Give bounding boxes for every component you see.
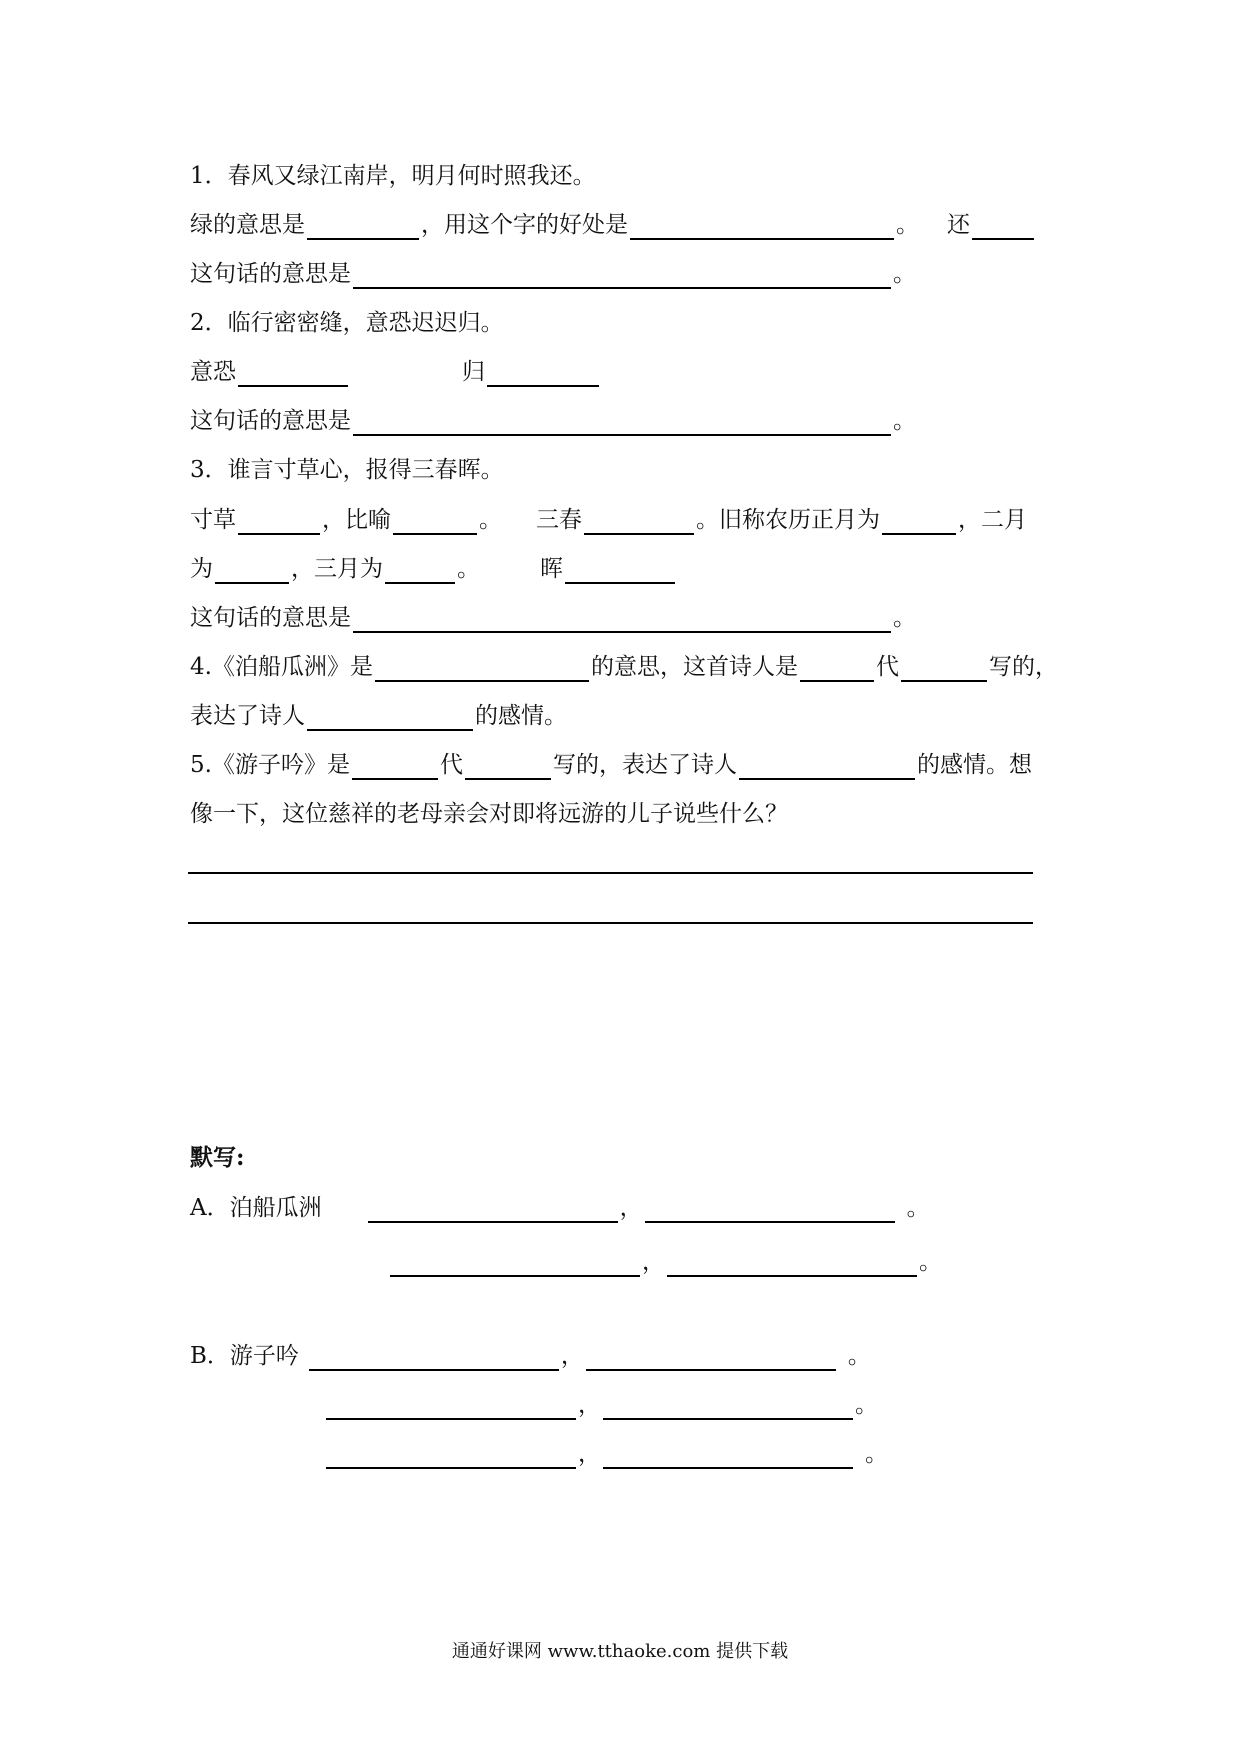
blank[interactable] [739, 752, 915, 780]
blank[interactable] [393, 507, 477, 535]
blank[interactable] [800, 654, 874, 682]
blank[interactable] [353, 605, 891, 633]
blank[interactable] [307, 212, 419, 240]
q1-line2: 绿的意思是 ，用这个字的好处是 。 还 [190, 210, 1036, 240]
blank[interactable] [352, 752, 438, 780]
q5-line2: 像一下，这位慈祥的老母亲会对即将远游的儿子说些什么？ [190, 801, 788, 827]
blank[interactable] [390, 1249, 640, 1277]
q3-line4: 这句话的意思是 。 [190, 605, 916, 631]
blank[interactable] [238, 359, 348, 387]
blank[interactable] [307, 703, 473, 731]
q2-line2: 意恐 归 [190, 357, 601, 387]
blank[interactable] [326, 1392, 576, 1420]
dictation-a-line1: A．泊船瓜洲 ， 。 [190, 1195, 930, 1221]
blank[interactable] [353, 408, 891, 436]
q1-title: 1．春风又绿江南岸，明月何时照我还。 [190, 163, 596, 189]
blank[interactable] [603, 1441, 853, 1469]
dictation-b-line1: B．游子吟 ， 。 [190, 1343, 871, 1369]
q3-line2: 寸草 ，比喻 。 三春 。旧称农历正月为 ，二月 [190, 507, 1027, 533]
blank[interactable] [353, 261, 891, 289]
blank[interactable] [238, 507, 320, 535]
q4-line2: 表达了诗人 的感情。 [190, 703, 567, 729]
blank[interactable] [584, 507, 694, 535]
q2-title: 2．临行密密缝，意恐迟迟归。 [190, 310, 504, 336]
q2-line3: 这句话的意思是 。 [190, 408, 916, 434]
q4-line1: 4.《泊船瓜洲》是 的意思，这首诗人是 代 写的， [190, 654, 1058, 680]
blank[interactable] [487, 359, 599, 387]
blank[interactable] [326, 1441, 576, 1469]
blank[interactable] [667, 1249, 917, 1277]
answer-line[interactable] [188, 922, 1033, 924]
blank[interactable] [882, 507, 956, 535]
answer-line[interactable] [188, 872, 1033, 874]
blank[interactable] [972, 212, 1034, 240]
blank[interactable] [630, 212, 894, 240]
blank[interactable] [385, 556, 455, 584]
q3-line3: 为 ，三月为 。 晖 [190, 554, 677, 584]
blank[interactable] [645, 1195, 895, 1223]
blank[interactable] [586, 1343, 836, 1371]
q1-line3: 这句话的意思是 。 [190, 261, 916, 287]
q5-line1: 5.《游子吟》是 代 写的，表达了诗人 的感情。想 [190, 752, 1032, 778]
blank[interactable] [901, 654, 987, 682]
dictation-b-line2: ， 。 [324, 1390, 878, 1420]
dictation-b-line3: ， 。 [324, 1439, 888, 1469]
dictation-header: 默写: [190, 1144, 245, 1171]
q3-title: 3．谁言寸草心，报得三春晖。 [190, 457, 504, 483]
dictation-a-line2: ， 。 [388, 1247, 942, 1277]
blank[interactable] [465, 752, 551, 780]
footer: 通通好课网 www.tthaoke.com 提供下载 [451, 1641, 789, 1662]
blank[interactable] [368, 1195, 618, 1223]
blank[interactable] [565, 556, 675, 584]
blank[interactable] [215, 556, 289, 584]
blank[interactable] [375, 654, 589, 682]
blank[interactable] [309, 1343, 559, 1371]
blank[interactable] [603, 1392, 853, 1420]
